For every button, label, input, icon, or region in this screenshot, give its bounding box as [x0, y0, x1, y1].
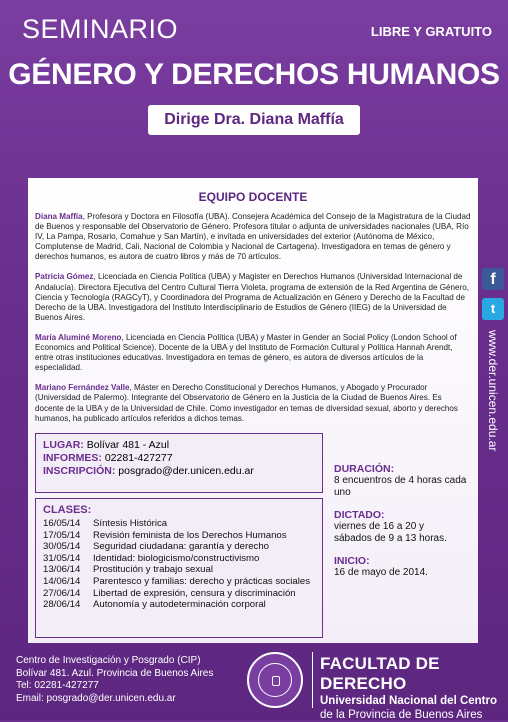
university-name: Universidad Nacional del Centro — [320, 695, 498, 707]
lugar-label: LUGAR: — [43, 439, 84, 451]
website-url[interactable]: www.der.unicen.edu.ar — [486, 330, 500, 452]
bio-name: Mariano Fernández Valle — [35, 383, 130, 393]
inicio-value: 16 de mayo de 2014. — [334, 567, 428, 578]
director-banner — [0, 105, 508, 135]
province-name: de la Provincia de Buenos Aires — [320, 709, 483, 721]
page-title: GÉNERO Y DERECHOS HUMANOS — [8, 58, 500, 91]
university-seal-icon — [247, 652, 303, 708]
faculty-name: FACULTAD DE DERECHO — [320, 654, 440, 693]
bio-text: , Profesora y Doctora en Filosofía (UBA). Consejera Académica del Consejo de la Magistratura de la Ciudad de Buenos y responsable del Observatorio de Género. Profesora titular o adjunta de universidades nacionales (UBA, Río IV, La Pampa, Rosario, Comahue y San Martín), e invitada en universidades del exterior (Autónoma de México, Complutense de Madrid, Cali, Nacional de Colombia y Nacional de Cartagena). Investigadora en temas de género y derechos humanos, es autora de cuatro libros y más de 70 artículos. — [35, 212, 471, 262]
informes-value: 02281-427277 — [104, 452, 173, 464]
dictado-label: DICTADO: — [334, 509, 385, 521]
contact-box — [35, 433, 323, 493]
website-link[interactable] — [486, 330, 502, 450]
class-topic: Parentesco y familias: derecho y prácticas sociales — [93, 575, 311, 587]
class-topic: Seguridad ciudadana: garantía y derecho — [93, 541, 270, 553]
class-row — [43, 553, 315, 565]
classes-title: CLASES: — [43, 504, 92, 516]
class-row — [43, 588, 315, 600]
schedule-column — [334, 463, 474, 589]
class-topic: Autonomía y autodeterminación corporal — [93, 599, 266, 611]
bio-text: , Licenciada en Ciencia Política (UBA) y Magister en Derechos Humanos (Universidad Internacional de Andalucía). Directora Ejecutiva del Centro Cultural Tierra Violeta, programa de extensión de la Red Argentina de Género, Ciencia y Tecnología (RAGCyT), y Coordinadora del Programa de Actualización en Género y Derecho de la Facultad de Derecho de la UBA. Investigadora del Instituto Interdisciplinario de Estudios de Género (IIEG) de la Universidad de Buenos Aires. — [35, 272, 470, 322]
dictado-group — [334, 509, 474, 545]
informes-label: INFORMES: — [43, 452, 102, 464]
team-bios — [35, 212, 471, 434]
class-row — [43, 599, 315, 611]
class-date: 31/05/14 — [43, 552, 81, 564]
faculty-branding — [320, 654, 508, 722]
footer-divider — [312, 652, 313, 708]
cip-email[interactable]: Email: posgrado@der.unicen.edu.ar — [16, 692, 176, 704]
cip-name: Centro de Investigación y Posgrado (CIP) — [16, 655, 201, 666]
class-topic: Libertad de expresión, censura y discriminación — [93, 587, 296, 599]
content-card — [28, 178, 478, 643]
duracion-value: 8 encuentros de 4 horas cada uno — [334, 475, 467, 498]
bio-item — [35, 333, 471, 373]
cip-contact — [16, 655, 213, 705]
seal-emblem — [272, 676, 280, 686]
libre-gratuito-label: LIBRE Y GRATUITO — [370, 24, 492, 39]
informes-row — [43, 452, 315, 465]
dictado-line-2: sábados de 9 a 13 horas. — [334, 533, 447, 544]
class-topic: Síntesis Histórica — [93, 518, 168, 529]
director-label: Dirige Dra. Diana Maffía — [148, 105, 360, 135]
classes-box — [35, 498, 323, 638]
team-title: EQUIPO DOCENTE — [198, 190, 308, 204]
bio-item — [35, 383, 471, 423]
twitter-icon[interactable]: t — [482, 298, 504, 320]
duracion-group — [334, 463, 474, 499]
lugar-value: Bolívar 481 - Azul — [86, 439, 170, 451]
inscripcion-email[interactable]: posgrado@der.unicen.edu.ar — [118, 465, 254, 477]
class-row — [43, 576, 315, 588]
inicio-group — [334, 555, 474, 579]
cip-phone: Tel: 02281-427277 — [16, 680, 99, 691]
class-row — [43, 541, 315, 553]
class-topic: Identidad: biologicismo/constructivismo — [93, 552, 260, 564]
class-date: 17/05/14 — [43, 529, 81, 541]
lugar-row — [43, 439, 315, 452]
class-date: 16/05/14 — [43, 518, 81, 529]
seminario-label: SEMINARIO — [22, 14, 179, 44]
class-date: 13/06/14 — [43, 564, 81, 576]
inscripcion-label: INSCRIPCIÓN: — [43, 465, 116, 477]
bio-name: Diana Maffía — [35, 212, 83, 221]
cip-address: Bolívar 481. Azul. Provincia de Buenos Aires — [16, 667, 214, 679]
facebook-icon[interactable]: f — [482, 268, 504, 290]
bio-item — [35, 272, 471, 322]
class-date: 27/06/14 — [43, 587, 81, 599]
class-date: 14/06/14 — [43, 575, 81, 587]
class-date: 28/06/14 — [43, 599, 81, 611]
bio-name: María Aluminé Moreno — [35, 332, 122, 342]
seal-ring — [258, 663, 292, 697]
class-row — [43, 530, 315, 542]
bio-item — [35, 212, 471, 262]
bio-text: , Máster en Derecho Constitucional y Derechos Humanos, y Abogado y Procurador (Universidad de Palermo). Integrante del Observatorio de Género en la Justicia de la Ciudad de Buenos Aires. Es docente de la UBA y de la Universidad de Chile. Como investigador en temas de diversidad sexual, aborto y derechos humanos, ha publicado artículos referidos a dichos temas. — [35, 383, 458, 423]
class-topic: Prostitución y trabajo sexual — [93, 564, 213, 576]
dictado-line-1: viernes de 16 a 20 y — [334, 521, 425, 532]
class-row — [43, 518, 315, 530]
bio-text: , Licenciada en Ciencia Política (UBA) y Master in Gender an Social Policy (London School of Economics and Political Science). Docente de la UBA y del Instituto de Formación Cultural y Política Hannah Arendt, entre otras instituciones educativas. Investigadora en temas de género, es autora de diversos artículos de la especialidad. — [35, 332, 457, 373]
inscripcion-row — [43, 465, 315, 478]
duracion-label: DURACIÓN: — [334, 463, 395, 475]
bio-name: Patricia Gómez — [35, 272, 94, 282]
class-topic: Revisión feminista de los Derechos Humanos — [93, 529, 287, 541]
inicio-label: INICIO: — [334, 555, 370, 567]
class-date: 30/05/14 — [43, 541, 81, 553]
class-row — [43, 564, 315, 576]
